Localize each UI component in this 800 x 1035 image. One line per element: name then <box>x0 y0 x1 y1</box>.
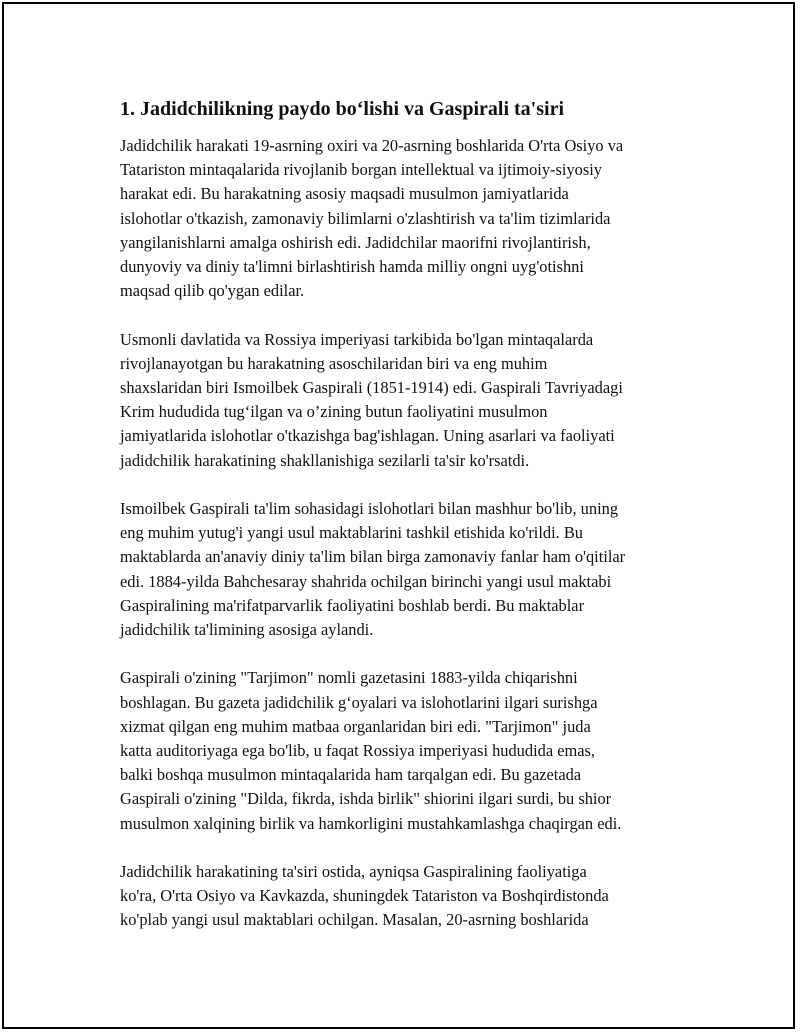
document-page <box>2 2 795 1029</box>
text-line: islohotlar o'tkazish, zamonaviy bilimlarni o'zlashtirish va ta'lim tizimlarida <box>120 208 611 228</box>
paragraph-3 <box>120 497 700 642</box>
text-line: Tatariston mintaqalarida rivojlanib borgan intellektual va ijtimoiy-siyosiy <box>120 160 602 180</box>
text-line: Ismoilbek Gaspirali ta'lim sohasidagi islohotlari bilan mashhur bo'lib, uning <box>120 499 619 519</box>
text-line: Gaspirali o'zining "Dilda, fikrda, ishda birlik" shiorini ilgari surdi, bu shior <box>120 789 612 809</box>
text-line: Gaspirali o'zining "Tarjimon" nomli gazetasini 1883-yilda chiqarishni <box>120 668 578 688</box>
paragraph-1 <box>120 134 700 303</box>
section-heading: 1. Jadidchilikning paydo bo‘lishi va Gaspirali ta'siri <box>120 98 565 120</box>
paragraph-4 <box>120 666 700 835</box>
text-line: eng muhim yutug'i yangi usul maktablarini tashkil etishida ko'rildi. Bu <box>120 523 583 543</box>
text-line: jamiyatlarida islohotlar o'tkazishga bag'ishlagan. Uning asarlari va faoliyati <box>120 426 615 446</box>
text-line: Usmonli davlatida va Rossiya imperiyasi tarkibida bo'lgan mintaqalarda <box>120 329 594 349</box>
text-line: Jadidchilik harakati 19-asrning oxiri va 20-asrning boshlarida O'rta Osiyo va <box>120 136 624 155</box>
text-line: balki boshqa musulmon mintaqalarida ham tarqalgan edi. Bu gazetada <box>120 765 582 785</box>
text-line: yangilanishlarni amalga oshirish edi. Jadidchilar maorifni rivojlantirish, <box>120 232 591 252</box>
text-line: shaxslaridan biri Ismoilbek Gaspirali (1851-1914) edi. Gaspirali Tavriyadagi <box>120 378 623 398</box>
text-line: jadidchilik ta'limining asosiga aylandi. <box>120 620 374 640</box>
text-line: musulmon xalqining birlik va hamkorligini mustahkamlashga chaqirgan edi. <box>120 813 622 833</box>
text-line: Krim hududida tug‘ilgan va o’zining butun faoliyatini musulmon <box>120 402 548 422</box>
text-line: boshlagan. Bu gazeta jadidchilik g‘oyalari va islohotlarini ilgari surishga <box>120 692 598 712</box>
text-line: jadidchilik harakatining shakllanishiga sezilarli ta'sir ko'rsatdi. <box>120 450 530 470</box>
text-line: xizmat qilgan eng muhim matbaa organlaridan biri edi. "Tarjimon" juda <box>120 716 591 736</box>
text-line: maqsad qilib qo'ygan edilar. <box>120 281 305 301</box>
paragraph-5 <box>120 860 700 933</box>
document-body <box>120 96 700 957</box>
text-line: dunyoviy va diniy ta'limni birlashtirish hamda milliy ongni uyg'otishni <box>120 257 584 277</box>
text-line: katta auditoriyaga ega bo'lib, u faqat Rossiya imperiyasi hududida emas, <box>120 741 595 761</box>
text-line: harakat edi. Bu harakatning asosiy maqsadi musulmon jamiyatlarida <box>120 184 569 204</box>
text-line: edi. 1884-yilda Bahchesaray shahrida ochilgan birinchi yangi usul maktabi <box>120 571 612 591</box>
text-line: ko'plab yangi usul maktablari ochilgan. Masalan, 20-asrning boshlarida <box>120 910 589 930</box>
text-line: ko'ra, O'rta Osiyo va Kavkazda, shuningdek Tatariston va Boshqirdistonda <box>120 886 609 906</box>
text-line: rivojlanayotgan bu harakatning asoschilaridan biri va eng muhim <box>120 353 548 373</box>
text-line: maktablarda an'anaviy diniy ta'lim bilan birga zamonaviy fanlar ham o'qitilar <box>120 547 626 567</box>
text-line: Gaspiralining ma'rifatparvarlik faoliyatini boshlab berdi. Bu maktablar <box>120 595 585 615</box>
text-line: Jadidchilik harakatining ta'siri ostida, ayniqsa Gaspiralining faoliyatiga <box>120 862 587 882</box>
paragraph-2 <box>120 328 700 473</box>
